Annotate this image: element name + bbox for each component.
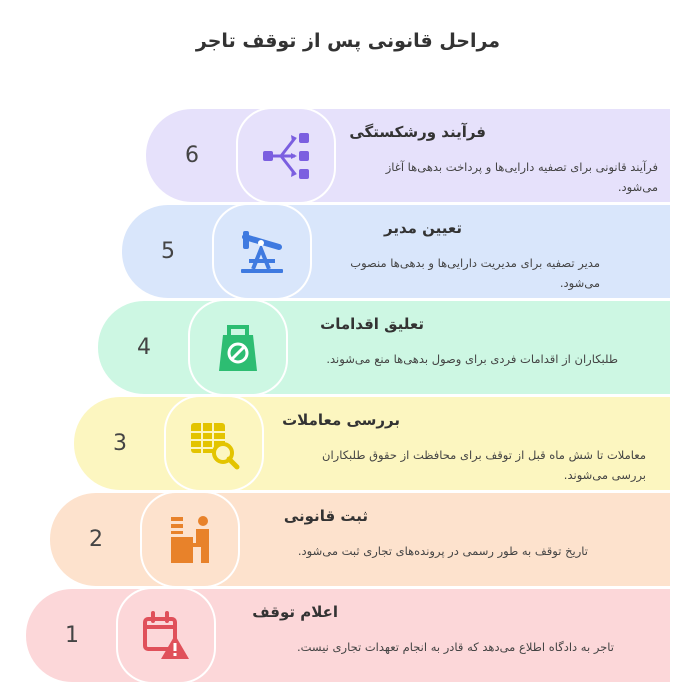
step-icon-box (118, 589, 214, 682)
step-description: مدیر تصفیه برای مدیریت دارایی‌ها و بدهی‌ها منصوب می‌شود. (350, 256, 600, 290)
step-heading: فرآیند ورشکستگی (349, 123, 486, 141)
step-1 (26, 589, 670, 682)
step-description: فرآیند قانونی برای تصفیه دارایی‌ها و پرداخت بدهی‌ها آغاز می‌شود. (385, 160, 658, 194)
step-number: 3 (113, 431, 127, 456)
step-heading: بررسی معاملات (282, 411, 400, 429)
flow-icon (259, 129, 313, 183)
oil-pump-icon (235, 225, 289, 279)
step-number: 1 (65, 623, 79, 648)
person-desk-icon (163, 513, 217, 567)
diagram-title: مراحل قانونی پس از توقف تاجر (195, 30, 501, 52)
calendar-alert-icon (139, 609, 193, 663)
step-description: تاجر به دادگاه اطلاع می‌دهد که قادر به انجام تعهدات تجاری نیست. (296, 640, 614, 654)
step-6 (146, 109, 670, 202)
step-icon-box (238, 109, 334, 202)
no-entry-sign-icon (211, 321, 265, 375)
step-number: 6 (185, 143, 199, 168)
step-heading: تعلیق اقدامات (320, 315, 424, 333)
step-icon-box (166, 397, 262, 490)
step-description: طلبکاران از اقدامات فردی برای وصول بدهی‌ها منع می‌شوند. (326, 352, 618, 366)
table-search-icon (187, 417, 241, 471)
step-number: 4 (137, 335, 151, 360)
step-heading: تعیین مدیر (384, 219, 462, 237)
step-heading: اعلام توقف (252, 603, 338, 621)
step-number: 5 (161, 239, 175, 264)
step-icon-box (142, 493, 238, 586)
step-description: معاملات تا شش ماه قبل از توقف برای محافظت از حقوق طلبکاران بررسی می‌شوند. (322, 448, 646, 482)
step-number: 2 (89, 527, 103, 552)
step-icon-box (214, 205, 310, 298)
step-description: تاریخ توقف به طور رسمی در پرونده‌های تجاری ثبت می‌شود. (297, 544, 588, 558)
step-heading: ثبت قانونی (283, 507, 368, 525)
step-4 (98, 301, 670, 394)
step-3 (74, 397, 670, 490)
step-2 (50, 493, 670, 586)
step-5 (122, 205, 670, 298)
step-icon-box (190, 301, 286, 394)
